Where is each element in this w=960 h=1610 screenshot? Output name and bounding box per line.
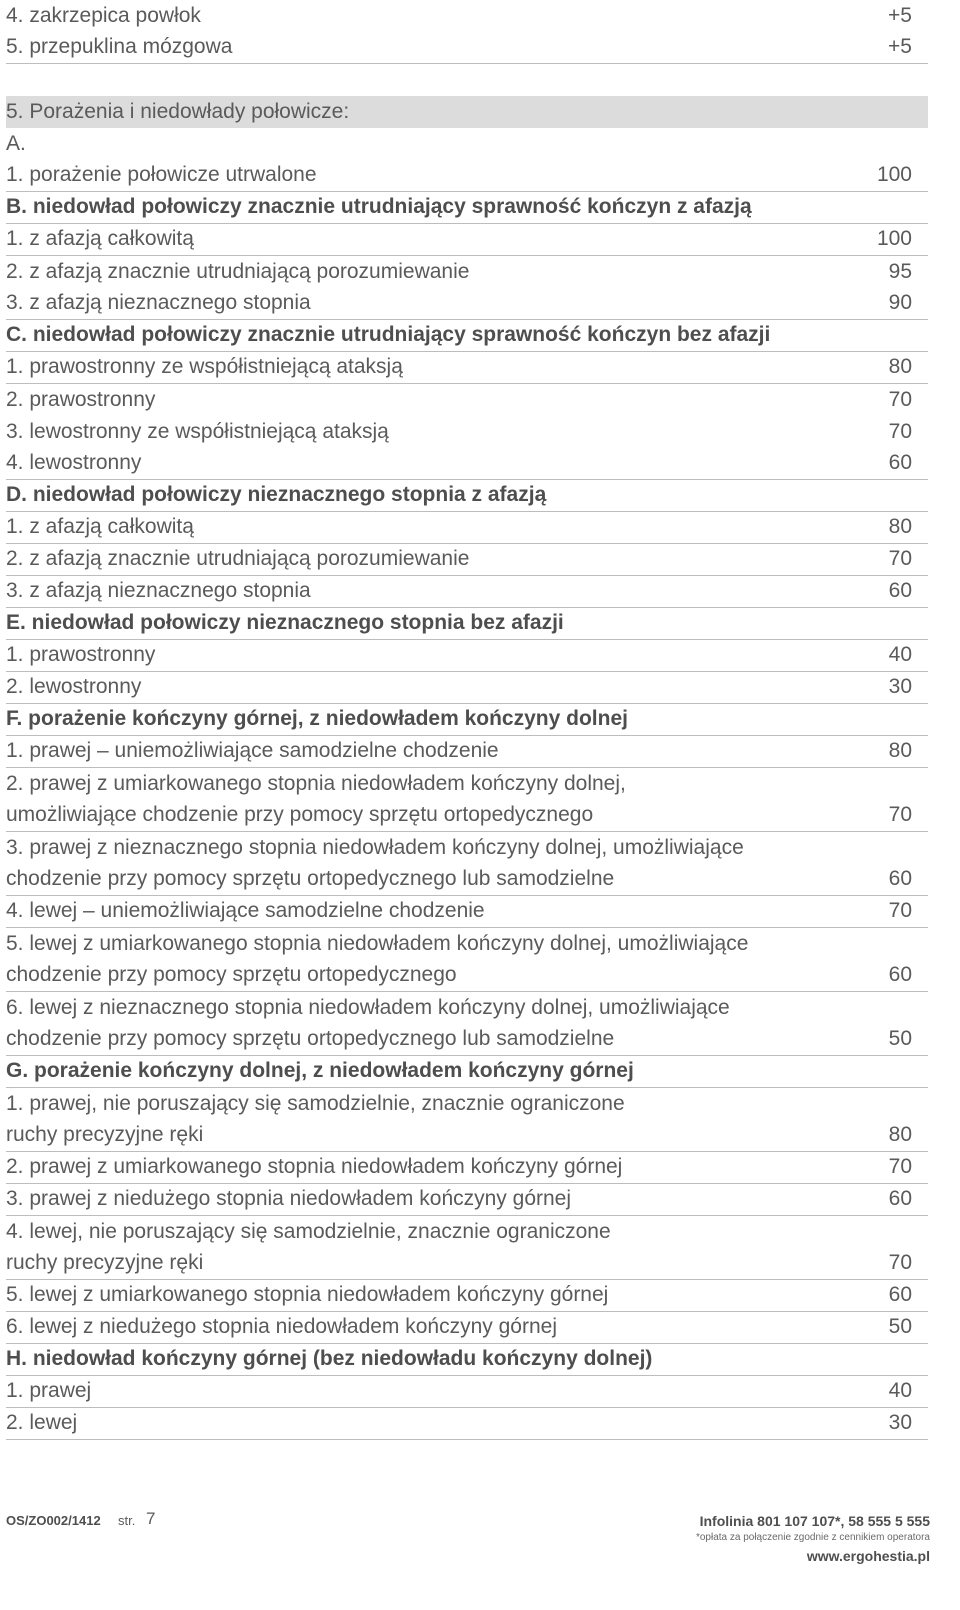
row-value: 70 — [888, 1155, 912, 1178]
table-row — [6, 0, 928, 32]
row-label: 3. z afazją nieznacznego stopnia — [6, 291, 311, 314]
row-label: 5. przepuklina mózgowa — [6, 35, 233, 58]
row-value: 70 — [888, 803, 912, 826]
table-row — [6, 928, 928, 960]
row-value: 80 — [888, 355, 912, 378]
row-label: H. niedowład kończyny górnej (bez niedowładu kończyny dolnej) — [6, 1347, 653, 1370]
row-label: chodzenie przy pomocy sprzętu ortopedycznego lub samodzielne — [6, 1027, 615, 1050]
row-label: ruchy precyzyjne ręki — [6, 1123, 204, 1146]
row-label: 6. lewej z nieznacznego stopnia niedowładem kończyny dolnej, umożliwiające — [6, 996, 730, 1019]
row-value: 40 — [888, 1379, 912, 1402]
table-row — [6, 1408, 928, 1440]
table-row — [6, 896, 928, 928]
row-label: G. porażenie kończyny dolnej, z niedowładem kończyny górnej — [6, 1059, 634, 1082]
row-value: 60 — [888, 1283, 912, 1306]
section-heading — [6, 480, 928, 512]
section-heading — [6, 608, 928, 640]
row-label: 1. prawej — [6, 1379, 92, 1402]
table-row — [6, 1280, 928, 1312]
table-row — [6, 448, 928, 480]
row-value: 90 — [888, 291, 912, 314]
row-label: 1. prawej, nie poruszający się samodzielnie, znacznie ograniczone — [6, 1092, 625, 1115]
row-label: F. porażenie kończyny górnej, z niedowładem kończyny dolnej — [6, 707, 628, 730]
row-value: +5 — [888, 35, 912, 58]
table-row — [6, 224, 928, 256]
row-label: 2. prawej z umiarkowanego stopnia niedowładem kończyny dolnej, — [6, 772, 626, 795]
row-label: 6. lewej z niedużego stopnia niedowładem kończyny górnej — [6, 1315, 558, 1338]
row-label: 1. prawej – uniemożliwiające samodzielne chodzenie — [6, 739, 499, 762]
row-label: 1. z afazją całkowitą — [6, 515, 194, 538]
row-value: 30 — [888, 1411, 912, 1434]
row-value: 95 — [888, 260, 912, 283]
row-label: 2. prawostronny — [6, 388, 156, 411]
table-row — [6, 1152, 928, 1184]
table-row — [6, 864, 928, 896]
table-row — [6, 128, 928, 160]
row-label: 4. zakrzepica powłok — [6, 4, 201, 27]
row-value: 100 — [876, 227, 912, 250]
row-value: 70 — [888, 547, 912, 570]
row-value: 100 — [876, 163, 912, 186]
table-row — [6, 640, 928, 672]
disability-rate-table — [6, 0, 928, 1440]
table-row — [6, 288, 928, 320]
row-value: 80 — [888, 1123, 912, 1146]
row-label: ruchy precyzyjne ręki — [6, 1251, 204, 1274]
row-value: 60 — [888, 1187, 912, 1210]
infoline-note: *opłata za połączenie zgodnie z cennikiem operatora — [695, 1532, 930, 1543]
table-row — [6, 416, 928, 448]
table-row — [6, 256, 928, 288]
row-label: 4. lewej – uniemożliwiające samodzielne chodzenie — [6, 899, 485, 922]
row-value: +5 — [888, 4, 912, 27]
table-row — [6, 1024, 928, 1056]
row-label: umożliwiające chodzenie przy pomocy sprzętu ortopedycznego — [6, 803, 594, 826]
table-row — [6, 352, 928, 384]
row-label: chodzenie przy pomocy sprzętu ortopedycznego lub samodzielne — [6, 867, 615, 890]
row-label: 1. prawostronny ze współistniejącą ataksją — [6, 355, 403, 378]
row-label: 3. lewostronny ze współistniejącą ataksją — [6, 420, 389, 443]
row-label: D. niedowład połowiczy nieznacznego stopnia z afazją — [6, 483, 547, 506]
page-number: 7 — [146, 1509, 156, 1528]
row-value: 70 — [888, 388, 912, 411]
row-label: E. niedowład połowiczy nieznacznego stopnia bez afazji — [6, 611, 564, 634]
row-value: 50 — [888, 1315, 912, 1338]
table-row — [6, 1216, 928, 1248]
table-row — [6, 960, 928, 992]
row-label: 1. prawostronny — [6, 643, 156, 666]
section-heading — [6, 192, 928, 224]
section-heading — [6, 96, 928, 128]
row-label: 3. z afazją nieznacznego stopnia — [6, 579, 311, 602]
page-footer — [6, 1505, 930, 1605]
table-row — [6, 992, 928, 1024]
row-label: C. niedowład połowiczy znacznie utrudniający sprawność kończyn bez afazji — [6, 323, 771, 346]
row-value: 60 — [888, 579, 912, 602]
row-value: 70 — [888, 899, 912, 922]
row-value: 50 — [888, 1027, 912, 1050]
table-row — [6, 1376, 928, 1408]
row-value: 60 — [888, 963, 912, 986]
row-value: 80 — [888, 739, 912, 762]
document-code: OS/ZO002/1412 — [6, 1513, 101, 1528]
table-row — [6, 576, 928, 608]
row-value: 80 — [888, 515, 912, 538]
infoline-text: Infolinia 801 107 107*, 58 555 5 555 — [699, 1513, 930, 1529]
table-row — [6, 1312, 928, 1344]
row-label: 1. z afazją całkowitą — [6, 227, 194, 250]
row-label: 1. porażenie połowicze utrwalone — [6, 163, 317, 186]
table-row — [6, 512, 928, 544]
table-row — [6, 736, 928, 768]
table-row — [6, 768, 928, 800]
website-link[interactable]: www.ergohestia.pl — [806, 1548, 930, 1564]
section-heading — [6, 1056, 928, 1088]
table-row — [6, 1120, 928, 1152]
row-label: 3. prawej z niedużego stopnia niedowładem kończyny górnej — [6, 1187, 572, 1210]
table-row — [6, 672, 928, 704]
row-label: 3. prawej z nieznacznego stopnia niedowładem kończyny dolnej, umożliwiające — [6, 836, 744, 859]
table-row — [6, 64, 928, 96]
row-label: 2. prawej z umiarkowanego stopnia niedowładem kończyny górnej — [6, 1155, 623, 1178]
row-label: 4. lewostronny — [6, 451, 142, 474]
row-label: B. niedowład połowiczy znacznie utrudniający sprawność kończyn z afazją — [6, 195, 752, 218]
row-label: 5. lewej z umiarkowanego stopnia niedowładem kończyny dolnej, umożliwiające — [6, 932, 749, 955]
row-label: 5. Porażenia i niedowłady połowicze: — [6, 100, 350, 123]
table-row — [6, 1184, 928, 1216]
table-row — [6, 800, 928, 832]
section-heading — [6, 1344, 928, 1376]
row-value: 60 — [888, 867, 912, 890]
table-row — [6, 832, 928, 864]
table-row — [6, 544, 928, 576]
section-heading — [6, 704, 928, 736]
row-value: 70 — [888, 420, 912, 443]
row-label: 2. lewej — [6, 1411, 78, 1434]
row-label: 2. z afazją znacznie utrudniającą porozumiewanie — [6, 260, 470, 283]
table-row — [6, 1088, 928, 1120]
row-label: 5. lewej z umiarkowanego stopnia niedowładem kończyny górnej — [6, 1283, 609, 1306]
table-row — [6, 384, 928, 416]
row-value: 30 — [888, 675, 912, 698]
row-label: 2. z afazją znacznie utrudniającą porozumiewanie — [6, 547, 470, 570]
row-label: chodzenie przy pomocy sprzętu ortopedycznego — [6, 963, 457, 986]
table-row — [6, 32, 928, 64]
table-row — [6, 160, 928, 192]
section-heading — [6, 320, 928, 352]
row-value: 70 — [888, 1251, 912, 1274]
row-label: 4. lewej, nie poruszający się samodzielnie, znacznie ograniczone — [6, 1220, 611, 1243]
table-row — [6, 1248, 928, 1280]
row-value: 60 — [888, 451, 912, 474]
row-label: 2. lewostronny — [6, 675, 142, 698]
row-label: A. — [6, 132, 26, 155]
page-label: str. — [118, 1513, 136, 1528]
row-value: 40 — [888, 643, 912, 666]
